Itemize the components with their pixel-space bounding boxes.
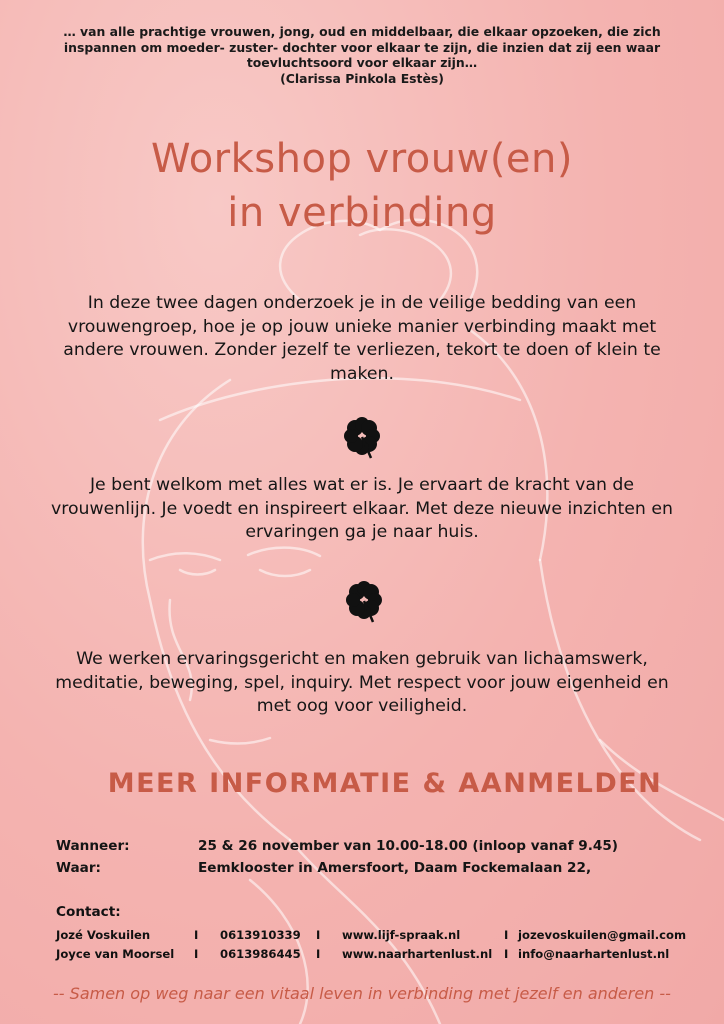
separator: I (316, 927, 321, 942)
contact-name: Joyce van Moorsel (56, 946, 175, 961)
separator: I (194, 946, 199, 961)
quote-line: toevluchtsoord voor elkaar zijn… (246, 55, 478, 70)
contact-email[interactable]: info@naarhartenlust.nl (518, 946, 670, 961)
when-label: Wanneer: (56, 838, 130, 854)
quote-line: inspannen om moeder- zuster- dochter voor elkaar te zijn, die inzien dat zij een waar (63, 39, 661, 55)
method-paragraph: We werken ervaringsgericht en maken gebruik van lichaamswerk, meditatie, beweging, spel, inquiry. Met respect voor jouw eigenheid en met oog voor veiligheid. (55, 649, 669, 716)
four-leaf-clover-icon (341, 578, 387, 624)
title-line-1: Workshop vrouw(en) (150, 136, 573, 182)
contact-website[interactable]: www.naarhartenlust.nl (342, 946, 493, 961)
four-leaf-clover-icon (339, 414, 385, 460)
where-label: Waar: (56, 860, 101, 876)
tagline: -- Samen op weg naar een vitaal leven in verbinding met jezelf en anderen -- (53, 984, 671, 1003)
contact-phone: 0613986445 (220, 946, 301, 961)
where-row (56, 860, 591, 876)
contact-table (56, 925, 686, 963)
contact-website[interactable]: www.lijf-spraak.nl (342, 927, 461, 942)
page-title (0, 132, 724, 240)
opening-quote (40, 24, 684, 86)
contact-phone: 0613910339 (220, 927, 301, 942)
intro-paragraph: In deze twee dagen onderzoek je in de veilige bedding van een vrouwengroep, hoe je op jouw unieke manier verbinding maakt met andere vrouwen. Zonder jezelf te verliezen, tekort te doen of klein te maken. (63, 293, 661, 384)
table-row (56, 944, 686, 963)
when-value: 25 & 26 november van 10.00-18.00 (inloop vanaf 9.45) (198, 838, 618, 854)
quote-line: … van alle prachtige vrouwen, jong, oud en middelbaar, die elkaar opzoeken, die zich (63, 24, 661, 39)
title-line-2: in verbinding (227, 190, 497, 236)
contact-email[interactable]: jozevoskuilen@gmail.com (518, 927, 687, 942)
separator: I (504, 946, 509, 961)
table-row (56, 925, 686, 944)
quote-author: (Clarissa Pinkola Estès) (280, 70, 444, 86)
info-heading: MEER INFORMATIE & AANMELDEN (107, 768, 663, 799)
welcome-paragraph: Je bent welkom met alles wat er is. Je ervaart de kracht van de vrouwenlijn. Je voedt en inspireert elkaar. Met deze nieuwe inzichten en ervaringen ga je naar huis. (51, 475, 673, 542)
where-value: Eemklooster in Amersfoort, Daam Fockemalaan 22, (198, 860, 592, 876)
contact-name: Jozé Voskuilen (56, 927, 151, 942)
separator: I (194, 927, 199, 942)
separator: I (316, 946, 321, 961)
separator: I (504, 927, 509, 942)
when-row (56, 838, 618, 854)
contact-label: Contact: (56, 904, 121, 920)
